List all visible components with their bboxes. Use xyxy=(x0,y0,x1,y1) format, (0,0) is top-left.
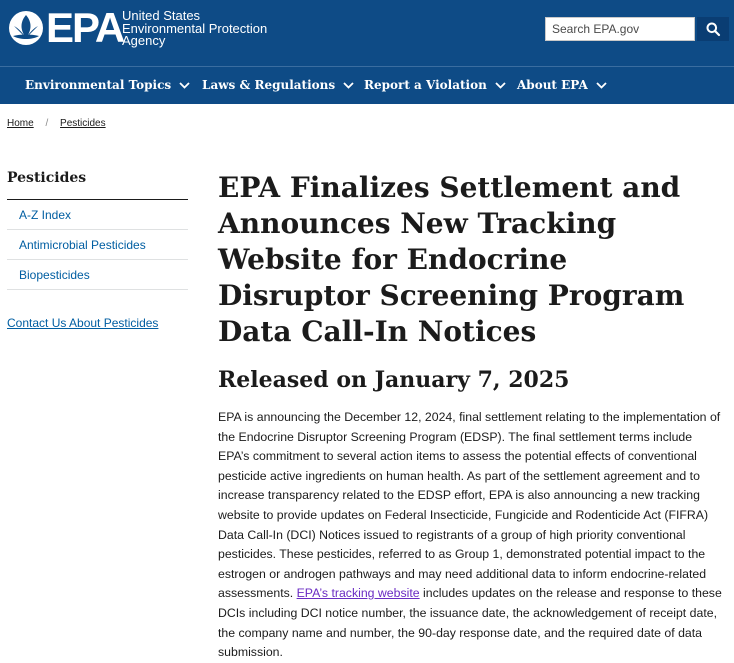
search-button[interactable] xyxy=(697,17,729,41)
body-text-part1: EPA is announcing the December 12, 2024, final settlement relating to the implementation of the Endocrine Disruptor Screening Program (EDSP). The final settlement terms include EPA’s commitment to several action items to assess the potential effects of conventional pesticide active ingredients on human health. As part of the settlement agreement and to increase transparency related to the EDSP effort, EPA is also announcing a new tracking website to provide updates on Federal Insecticide, Fungicide and Rodenticide Act (FIFRA) Data Call-In (DCI) Notices issued to registrants of a group of high priority conventional pesticides. These pesticides, referred to as Group 1, demonstrated potential impact to the estrogen or androgen pathways and may need additional data to inform endocrine-related assessments. xyxy=(218,410,721,601)
search-input[interactable]: Search EPA.gov xyxy=(545,17,695,41)
epa-logo[interactable] xyxy=(8,4,124,51)
article-body xyxy=(218,408,726,663)
breadcrumb-home[interactable]: Home xyxy=(7,118,34,129)
agency-name xyxy=(122,10,267,48)
nav-label: Environmental Topics xyxy=(25,78,172,92)
epa-flower-logo-icon xyxy=(8,10,44,46)
agency-line: United States xyxy=(122,8,201,23)
sidebar-item-a-z-index[interactable]: A-Z Index xyxy=(7,200,188,230)
agency-line: Environmental Protection xyxy=(122,20,268,36)
tracking-website-link[interactable]: EPA’s tracking website xyxy=(296,586,420,601)
main-nav xyxy=(0,66,734,104)
breadcrumb-pesticides[interactable]: Pesticides xyxy=(60,118,106,129)
site-header xyxy=(0,0,734,66)
search-icon xyxy=(706,22,720,36)
nav-environmental-topics[interactable] xyxy=(25,67,190,104)
agency-line: Agency xyxy=(122,33,166,48)
chevron-down-icon xyxy=(343,82,354,89)
page-title: EPA Finalizes Settlement and Announces New Tracking Website for Endocrine Disruptor Screening Program Data Call-In Notices xyxy=(218,171,685,348)
nav-about-epa[interactable] xyxy=(517,67,607,104)
breadcrumb xyxy=(7,118,106,129)
chevron-down-icon xyxy=(179,82,190,89)
sidebar-title: Pesticides xyxy=(7,170,87,186)
chevron-down-icon xyxy=(596,82,607,89)
sidebar-menu xyxy=(7,200,188,290)
nav-label: Laws & Regulations xyxy=(202,78,336,92)
release-date-heading: Released on January 7, 2025 xyxy=(218,367,570,393)
nav-report-violation[interactable] xyxy=(364,67,506,104)
sidebar-item-antimicrobial-pesticides[interactable]: Antimicrobial Pesticides xyxy=(7,230,188,260)
nav-label: About EPA xyxy=(517,78,588,92)
breadcrumb-separator: / xyxy=(45,118,49,129)
logo-wordmark: EPA xyxy=(46,4,124,51)
contact-us-link[interactable]: Contact Us About Pesticides xyxy=(7,316,159,330)
sidebar-item-biopesticides[interactable]: Biopesticides xyxy=(7,260,188,290)
nav-label: Report a Violation xyxy=(364,78,487,92)
chevron-down-icon xyxy=(495,82,506,89)
nav-laws-regulations[interactable] xyxy=(202,67,354,104)
body-text-part2: includes updates on the release and response to these DCIs including DCI notice number, the issuance date, the acknowledgement of receipt date, the company name and number, the 90-day response date, and the required date of data submission. xyxy=(218,586,722,660)
